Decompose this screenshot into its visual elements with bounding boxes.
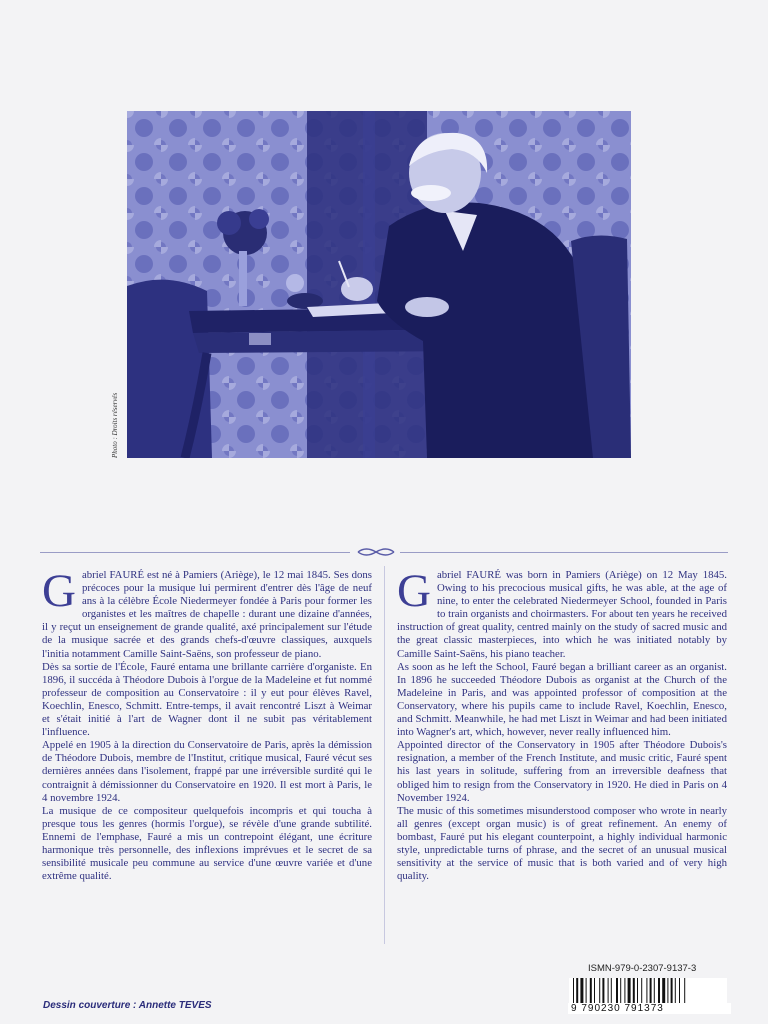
barcode-bar	[573, 978, 574, 1004]
barcode-bar	[586, 978, 587, 1004]
barcode-bar	[646, 978, 647, 1004]
barcode-bar	[650, 978, 652, 1004]
barcode-bar	[679, 978, 680, 1004]
barcode-bar	[611, 978, 612, 1004]
portrait-photo	[127, 111, 631, 458]
english-column	[397, 565, 727, 883]
barcode-bar	[667, 978, 668, 1004]
barcode-bar	[641, 978, 642, 1004]
divider-right	[400, 552, 728, 553]
barcode-bar	[628, 978, 631, 1004]
photo-credit: Photo : Droits réservés	[111, 392, 119, 458]
barcode-bars-icon	[569, 978, 727, 1004]
column-divider	[384, 566, 385, 944]
barcode-bar	[594, 978, 595, 1004]
barcode-bar	[654, 978, 655, 1004]
ismn-label: ISMN-979-0-2307-9137-3	[588, 963, 697, 974]
english-paragraph: Appointed director of the Conservatory in 1905 after Théodore Dubois's resignation, a member of the French Institute, and music critic, Fauré spent his last years in solitude, suffering from an irreversible deafness that obliged him to resign from the Conservatory in 1920. He died in Paris on 4 November 1924.	[397, 739, 727, 804]
barcode-bar	[671, 978, 673, 1004]
barcode-bar	[624, 978, 625, 1004]
french-dropcap: G	[42, 565, 76, 617]
barcode-bar	[576, 978, 578, 1004]
french-column	[42, 565, 372, 883]
barcode-bar	[662, 978, 665, 1004]
divider-left	[40, 552, 350, 553]
barcode-bar	[602, 978, 604, 1004]
french-paragraph: Dès sa sortie de l'École, Fauré entama une brillante carrière d'organiste. En 1896, il succéda à Théodore Dubois à l'orgue de la Madeleine et fut nommé professeur de composition au Conservatoire : il y eut pour élèves Ravel, Koechlin, Enesco, Schmitt. Entre-temps, il avait rencontré Liszt à Weimar et s'était initié à l'art de Wagner dont il ne subit pas véritablement l'influence.	[42, 660, 372, 739]
french-paragraph: Appelé en 1905 à la direction du Conservatoire de Paris, après la démission de Théodore Dubois, membre de l'Institut, critique musical, Fauré vécut ses dernières années dans l'isolement, frappé par une irréversible surdité qui le contraignit à démissionner du Conservatoire en 1920. Il est mort à Paris, le 4 novembre 1924.	[42, 739, 372, 804]
barcode-bar	[608, 978, 609, 1004]
barcode-bar	[637, 978, 638, 1004]
english-paragraph: The music of this sometimes misunderstood composer who wrote in nearly all genres (except organ music) is of great refinement. An enemy of bombast, Fauré put his elegant counterpoint, a highly individual harmonic style, unpredictable turns of phrase, and the secret of an unusual musical sensitivity at the service of music that is both varied and of very high quality.	[397, 804, 727, 883]
barcode-bar	[580, 978, 583, 1004]
french-paragraph: La musique de ce compositeur quelquefois incompris et qui toucha à presque tous les genres (hormis l'orgue), se révèle d'une grande subtilité. Ennemi de l'emphase, Fauré a mis un contrepoint élégant, une écriture harmonique très personnelle, des inflexions imprévues et le secret de sa sensibilité musicale peu commune au service d'une œuvre variée et d'une extrême qualité.	[42, 804, 372, 883]
barcode-bar	[675, 978, 676, 1004]
french-paragraph: abriel FAURÉ est né à Pamiers (Ariège), le 12 mai 1845. Ses dons précoces pour la musique lui permirent d'entrer dès l'âge de neuf ans à la célèbre École Niedermeyer fondée à Paris pour former les organistes et les maîtres de chapelle : durant une dizaine d'années, il y reçut un enseignement de grande qualité, axé principalement sur l'étude de la musique sacrée et des grands chefs-d'œuvre classiques, auxquels l'initia notamment Camille Saint-Saëns, son professeur de piano.	[42, 569, 372, 660]
barcode-bar	[599, 978, 600, 1004]
cover-designer-credit: Dessin couverture : Annette TEVES	[43, 1000, 212, 1011]
barcode-bar	[658, 978, 660, 1004]
english-paragraph: abriel FAURÉ was born in Pamiers (Ariège) on 12 May 1845. Owing to his precocious musical gifts, he was able, at the age of nine, to enter the celebrated Niedermeyer School, founded in Paris to train organists and choirmasters. For about ten years he received instruction of great quality, centred mainly on the study of sacred music and the great classic masterpieces, into which he was initiated notably by Camille Saint-Saëns, his piano teacher.	[397, 569, 727, 660]
barcode-bar	[633, 978, 635, 1004]
ornament-icon	[356, 546, 396, 558]
english-paragraph: As soon as he left the School, Fauré began a brilliant career as an organist. In 1896 he succeeded Théodore Dubois as organist at the Church of the Madeleine in Paris, and was appointed professor of composition at the Conservatory, where his pupils came to include Ravel, Koechlin, Enesco, and Schmitt. Meanwhile, he had met Liszt in Weimar and had been initiated into Wagner's art, which, however, never really influenced him.	[397, 660, 727, 739]
barcode-bar	[684, 978, 685, 1004]
barcode-digits: 9 790230 791373	[568, 1003, 731, 1014]
portrait-illustration	[127, 111, 631, 458]
barcode-bar	[590, 978, 592, 1004]
barcode-bar	[620, 978, 621, 1004]
english-dropcap: G	[397, 565, 431, 617]
barcode-bar	[616, 978, 618, 1004]
